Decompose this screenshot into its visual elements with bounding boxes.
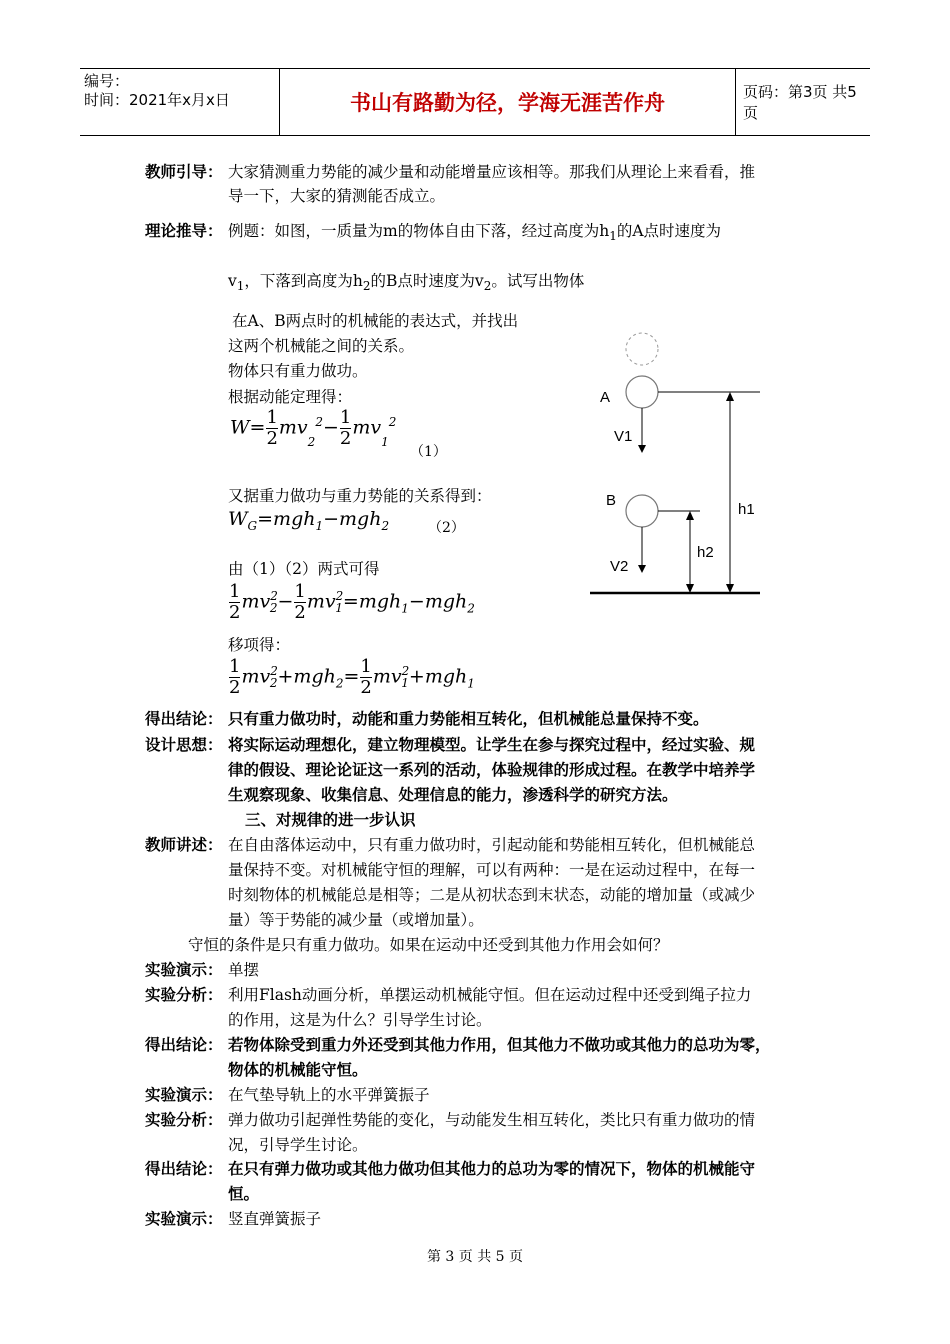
h1-arrow-top — [726, 392, 734, 401]
h1-arrow-bottom — [726, 584, 734, 593]
label-b: B — [606, 492, 617, 509]
theory-line9: 移项得： — [228, 636, 291, 654]
page-header — [80, 68, 870, 136]
analysis2-line1: 弹力做功引起弹性势能的变化，与动能发生相互转化，类比只有重力做功的情 — [228, 1111, 756, 1129]
teacher-explain-line4: 量）等于势能的减少量（或增加量）。 — [228, 911, 484, 929]
experiment3-label: 实验演示： — [145, 1210, 223, 1228]
conclusion1-text: 只有重力做功时，动能和重力势能相互转化，但机械能总量保持不变。 — [228, 710, 709, 728]
header-meta — [80, 69, 280, 135]
id-label: 编号： — [84, 72, 130, 90]
analysis2-label: 实验分析： — [145, 1111, 223, 1129]
experiment1-text: 单摆 — [228, 961, 260, 979]
label-h2: h2 — [697, 544, 714, 561]
equation-2: $W_G=mgh_1-mgh_2$ — [228, 508, 390, 533]
label-v1: V1 — [614, 428, 633, 445]
h2-arrow-top — [686, 511, 694, 520]
analysis2-line2: 况，引导学生讨论。 — [228, 1136, 368, 1154]
theory-line4: 这两个机械能之间的关系。 — [228, 337, 415, 355]
equation-1: W= $\frac{1}{2}$ $mv_2^2-$ $\frac{1}{2}$ $mv_1^2$ — [230, 407, 397, 450]
teacher-explain-label: 教师讲述： — [145, 836, 223, 854]
conclusion1-label: 得出结论： — [145, 710, 223, 728]
conclusion2-line1: 若物体除受到重力外还受到其他力作用，但其他力不做功或其他力的总功为零， — [228, 1036, 771, 1054]
label-v2: V2 — [610, 558, 629, 575]
theory-line3: 在A、B两点时的机械能的表达式，并找出 — [232, 312, 519, 330]
conclusion3-line1: 在只有弹力做功或其他力做功但其他力的总功为零的情况下，物体的机械能守 — [228, 1160, 756, 1178]
theory-line2: $v_1$，下落到高度为$h_2$的B点时速度为$v_2$。试写出物体 — [228, 272, 585, 294]
teacher-guide-label: 教师引导： — [145, 163, 223, 181]
theory-line5: 物体只有重力做功。 — [228, 362, 368, 380]
v2-arrowhead — [638, 565, 646, 573]
conclusion2-label: 得出结论： — [145, 1036, 223, 1054]
time-label: 时间：2021年x月x日 — [84, 91, 230, 109]
header-motto: 书山有路勤为径，学海无涯苦作舟 — [280, 69, 736, 135]
header-page-info: 页码：第3页 共5页 — [743, 83, 857, 122]
equation-1-tag: （1） — [410, 444, 447, 460]
v1-arrowhead — [638, 445, 646, 453]
analysis1-line2: 的作用，这是为什么？引导学生讨论。 — [228, 1011, 492, 1029]
condition-text: 守恒的条件是只有重力做功。如果在运动中还受到其他力作用会如何？ — [188, 936, 669, 954]
teacher-explain-line1: 在自由落体运动中，只有重力做功时，引起动能和势能相互转化，但机械能总 — [228, 836, 756, 854]
conclusion3-line2: 恒。 — [228, 1185, 260, 1203]
design-label: 设计思想： — [145, 736, 223, 754]
conclusion3-label: 得出结论： — [145, 1160, 223, 1178]
ghost-ball — [626, 333, 658, 365]
teacher-explain-line3: 时刻物体的机械能总是相等；二是从初状态到末状态，动能的增加量（或减少 — [228, 886, 756, 904]
analysis1-label: 实验分析： — [145, 986, 223, 1004]
analysis1-line1: 利用Flash动画分析，单摆运动机械能守恒。但在运动过程中还受到绳子拉力 — [228, 986, 752, 1004]
h2-arrow-bottom — [686, 584, 694, 593]
experiment1-label: 实验演示： — [145, 961, 223, 979]
design-line2: 律的假设、理论论证这一系列的活动，体验规律的形成过程。在教学中培养学 — [228, 761, 756, 779]
theory-line7: 又据重力做功与重力势能的关系得到： — [228, 487, 492, 505]
design-line3: 生观察现象、收集信息、处理信息的能力，渗透科学的研究方法。 — [228, 786, 678, 804]
equation-4: $\frac{1}{2}$ $mv^2_2+mgh_2=$ $\frac{1}{2}$ $mv^2_1+mgh_1$ — [229, 656, 475, 698]
teacher-guide-line2: 导一下，大家的猜测能否成立。 — [228, 187, 446, 205]
experiment2-label: 实验演示： — [145, 1086, 223, 1104]
label-a: A — [600, 389, 611, 406]
conclusion2-line2: 物体的机械能守恒。 — [228, 1061, 368, 1079]
free-fall-figure — [580, 325, 780, 605]
ball-a — [626, 376, 658, 408]
experiment3-text: 竖直弹簧振子 — [228, 1210, 322, 1228]
equation-2-tag: （2） — [428, 520, 465, 536]
page-footer: 第 3 页 共 5 页 — [426, 1249, 524, 1265]
theory-line8: 由（1）（2）两式可得 — [228, 560, 380, 578]
equation-3: $\frac{1}{2}$ $mv^2_2-$ $\frac{1}{2}$ $mv^2_1=mgh_1-mgh_2$ — [229, 581, 475, 623]
teacher-guide-line1: 大家猜测重力势能的减少量和动能增量应该相等。那我们从理论上来看看，推 — [228, 163, 756, 181]
section3-heading: 三、对规律的进一步认识 — [245, 811, 416, 829]
design-line1: 将实际运动理想化，建立物理模型。让学生在参与探究过程中，经过实验、规 — [228, 736, 756, 754]
label-h1: h1 — [738, 501, 755, 518]
teacher-explain-line2: 量保持不变。对机械能守恒的理解，可以有两种：一是在运动过程中，在每一 — [228, 861, 756, 879]
experiment2-text: 在气垫导轨上的水平弹簧振子 — [228, 1086, 430, 1104]
ball-b — [626, 495, 658, 527]
theory-line6: 根据动能定理得： — [228, 388, 353, 406]
theory-label: 理论推导： — [145, 222, 223, 240]
theory-line1: 例题：如图，一质量为m的物体自由下落，经过高度为$h_1$的A点时速度为 — [228, 222, 722, 244]
